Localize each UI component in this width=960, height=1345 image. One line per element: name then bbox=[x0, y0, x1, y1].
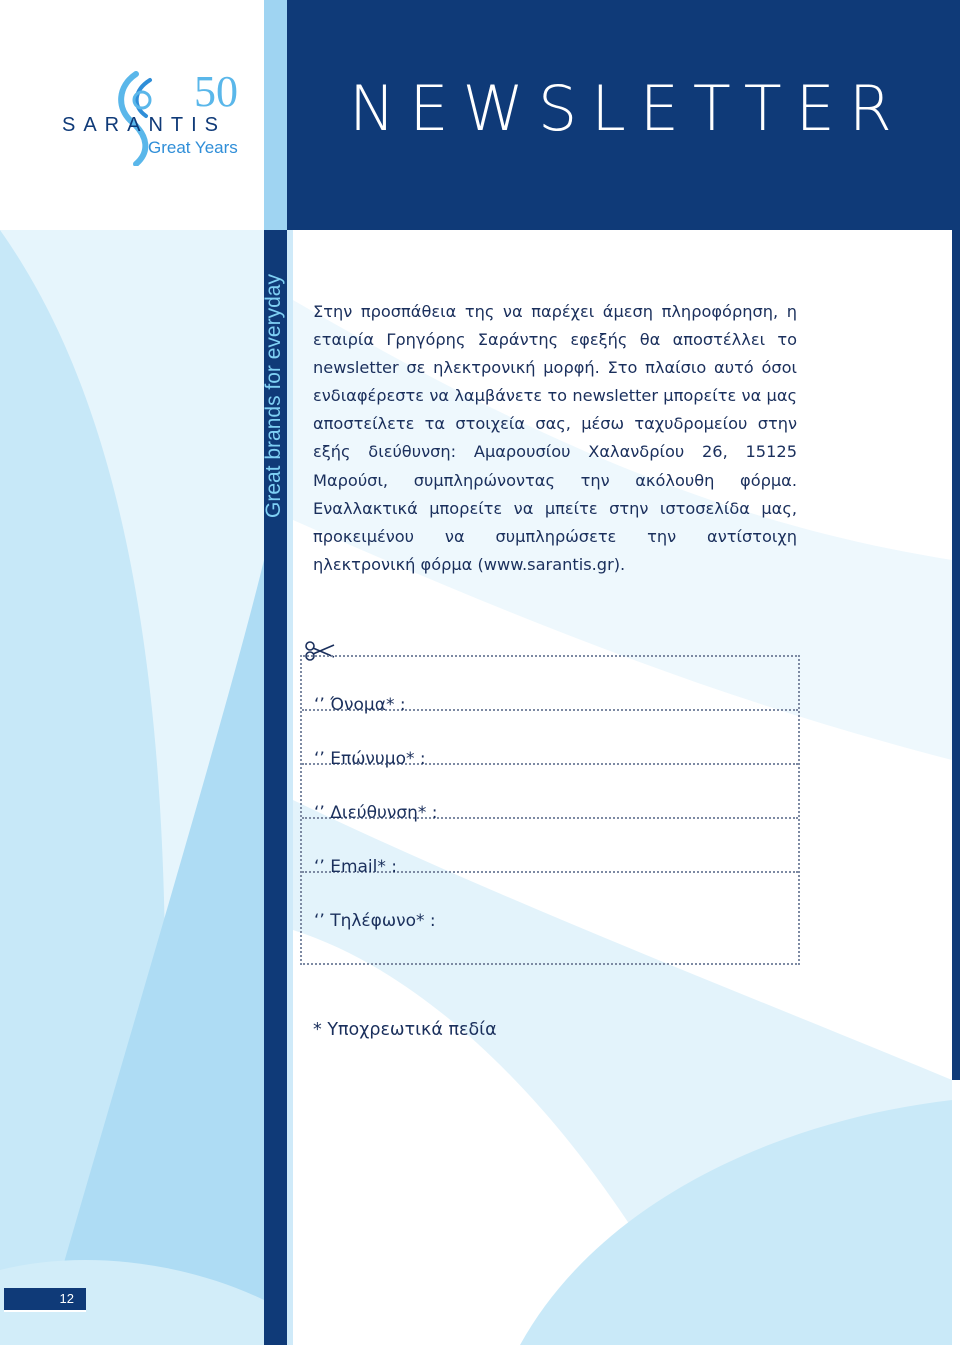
form-label-name: ‘’ Όνομα* : bbox=[314, 695, 406, 715]
page-number: 12 bbox=[4, 1288, 86, 1310]
form-label-surname: ‘’ Επώνυμο* : bbox=[314, 749, 426, 769]
form-row-email[interactable] bbox=[302, 819, 798, 877]
form-row-name[interactable] bbox=[302, 657, 798, 715]
form-label-address: ‘’ Διεύθυνση* : bbox=[314, 803, 438, 823]
right-edge-band bbox=[952, 230, 960, 1080]
sidebar-strip-edge bbox=[287, 230, 293, 1345]
sidebar-tagline: Great brands for everyday bbox=[262, 274, 285, 518]
intro-paragraph: Στην προσπάθεια της να παρέχει άμεση πληροφόρηση, η εταιρία Γρηγόρης Σαράντης εφεξής θα αποστέλλει το newsletter σε ηλεκτρονική μορφή. Στο πλαίσιο αυτό όσοι ενδιαφέρεστε να λαμβάνετε το newsletter μπορείτε να μας αποστείλετε τα στοιχεία σας, μέσω ταχυδρομείου στην εξής διεύθυνση: Αμαρουσίου Χαλανδρίου 26, 15125 Μαρούσι, συμπληρώνοντας την ακόλουθη φόρμα. Εναλλακτικά μπορείτε να μπείτε στην ιστοσελίδα μας, προκειμένου να συμπληρώσετε την αντίστοιχη ηλεκτρονική φόρμα (www.sarantis.gr). bbox=[313, 302, 797, 574]
logo-subtitle: Great Years bbox=[148, 138, 238, 157]
sidebar-strip-top bbox=[264, 0, 287, 230]
page-number-divider bbox=[4, 1310, 86, 1312]
form-label-phone: ‘’ Τηλέφωνο* : bbox=[314, 911, 436, 931]
logo-anniversary-number: 50 bbox=[194, 67, 238, 116]
form-label-email: ‘’ Email* : bbox=[314, 857, 398, 877]
form-row-surname[interactable] bbox=[302, 711, 798, 769]
form-row-address[interactable] bbox=[302, 765, 798, 823]
logo-brand-name: SARANTIS bbox=[62, 114, 227, 136]
newsletter-form bbox=[300, 655, 800, 965]
right-edge-band-end bbox=[952, 1080, 960, 1345]
required-fields-note: * Υποχρεωτικά πεδία bbox=[313, 1020, 497, 1040]
page-title: NEWSLETTER bbox=[349, 72, 906, 145]
form-row-phone[interactable] bbox=[302, 873, 798, 931]
